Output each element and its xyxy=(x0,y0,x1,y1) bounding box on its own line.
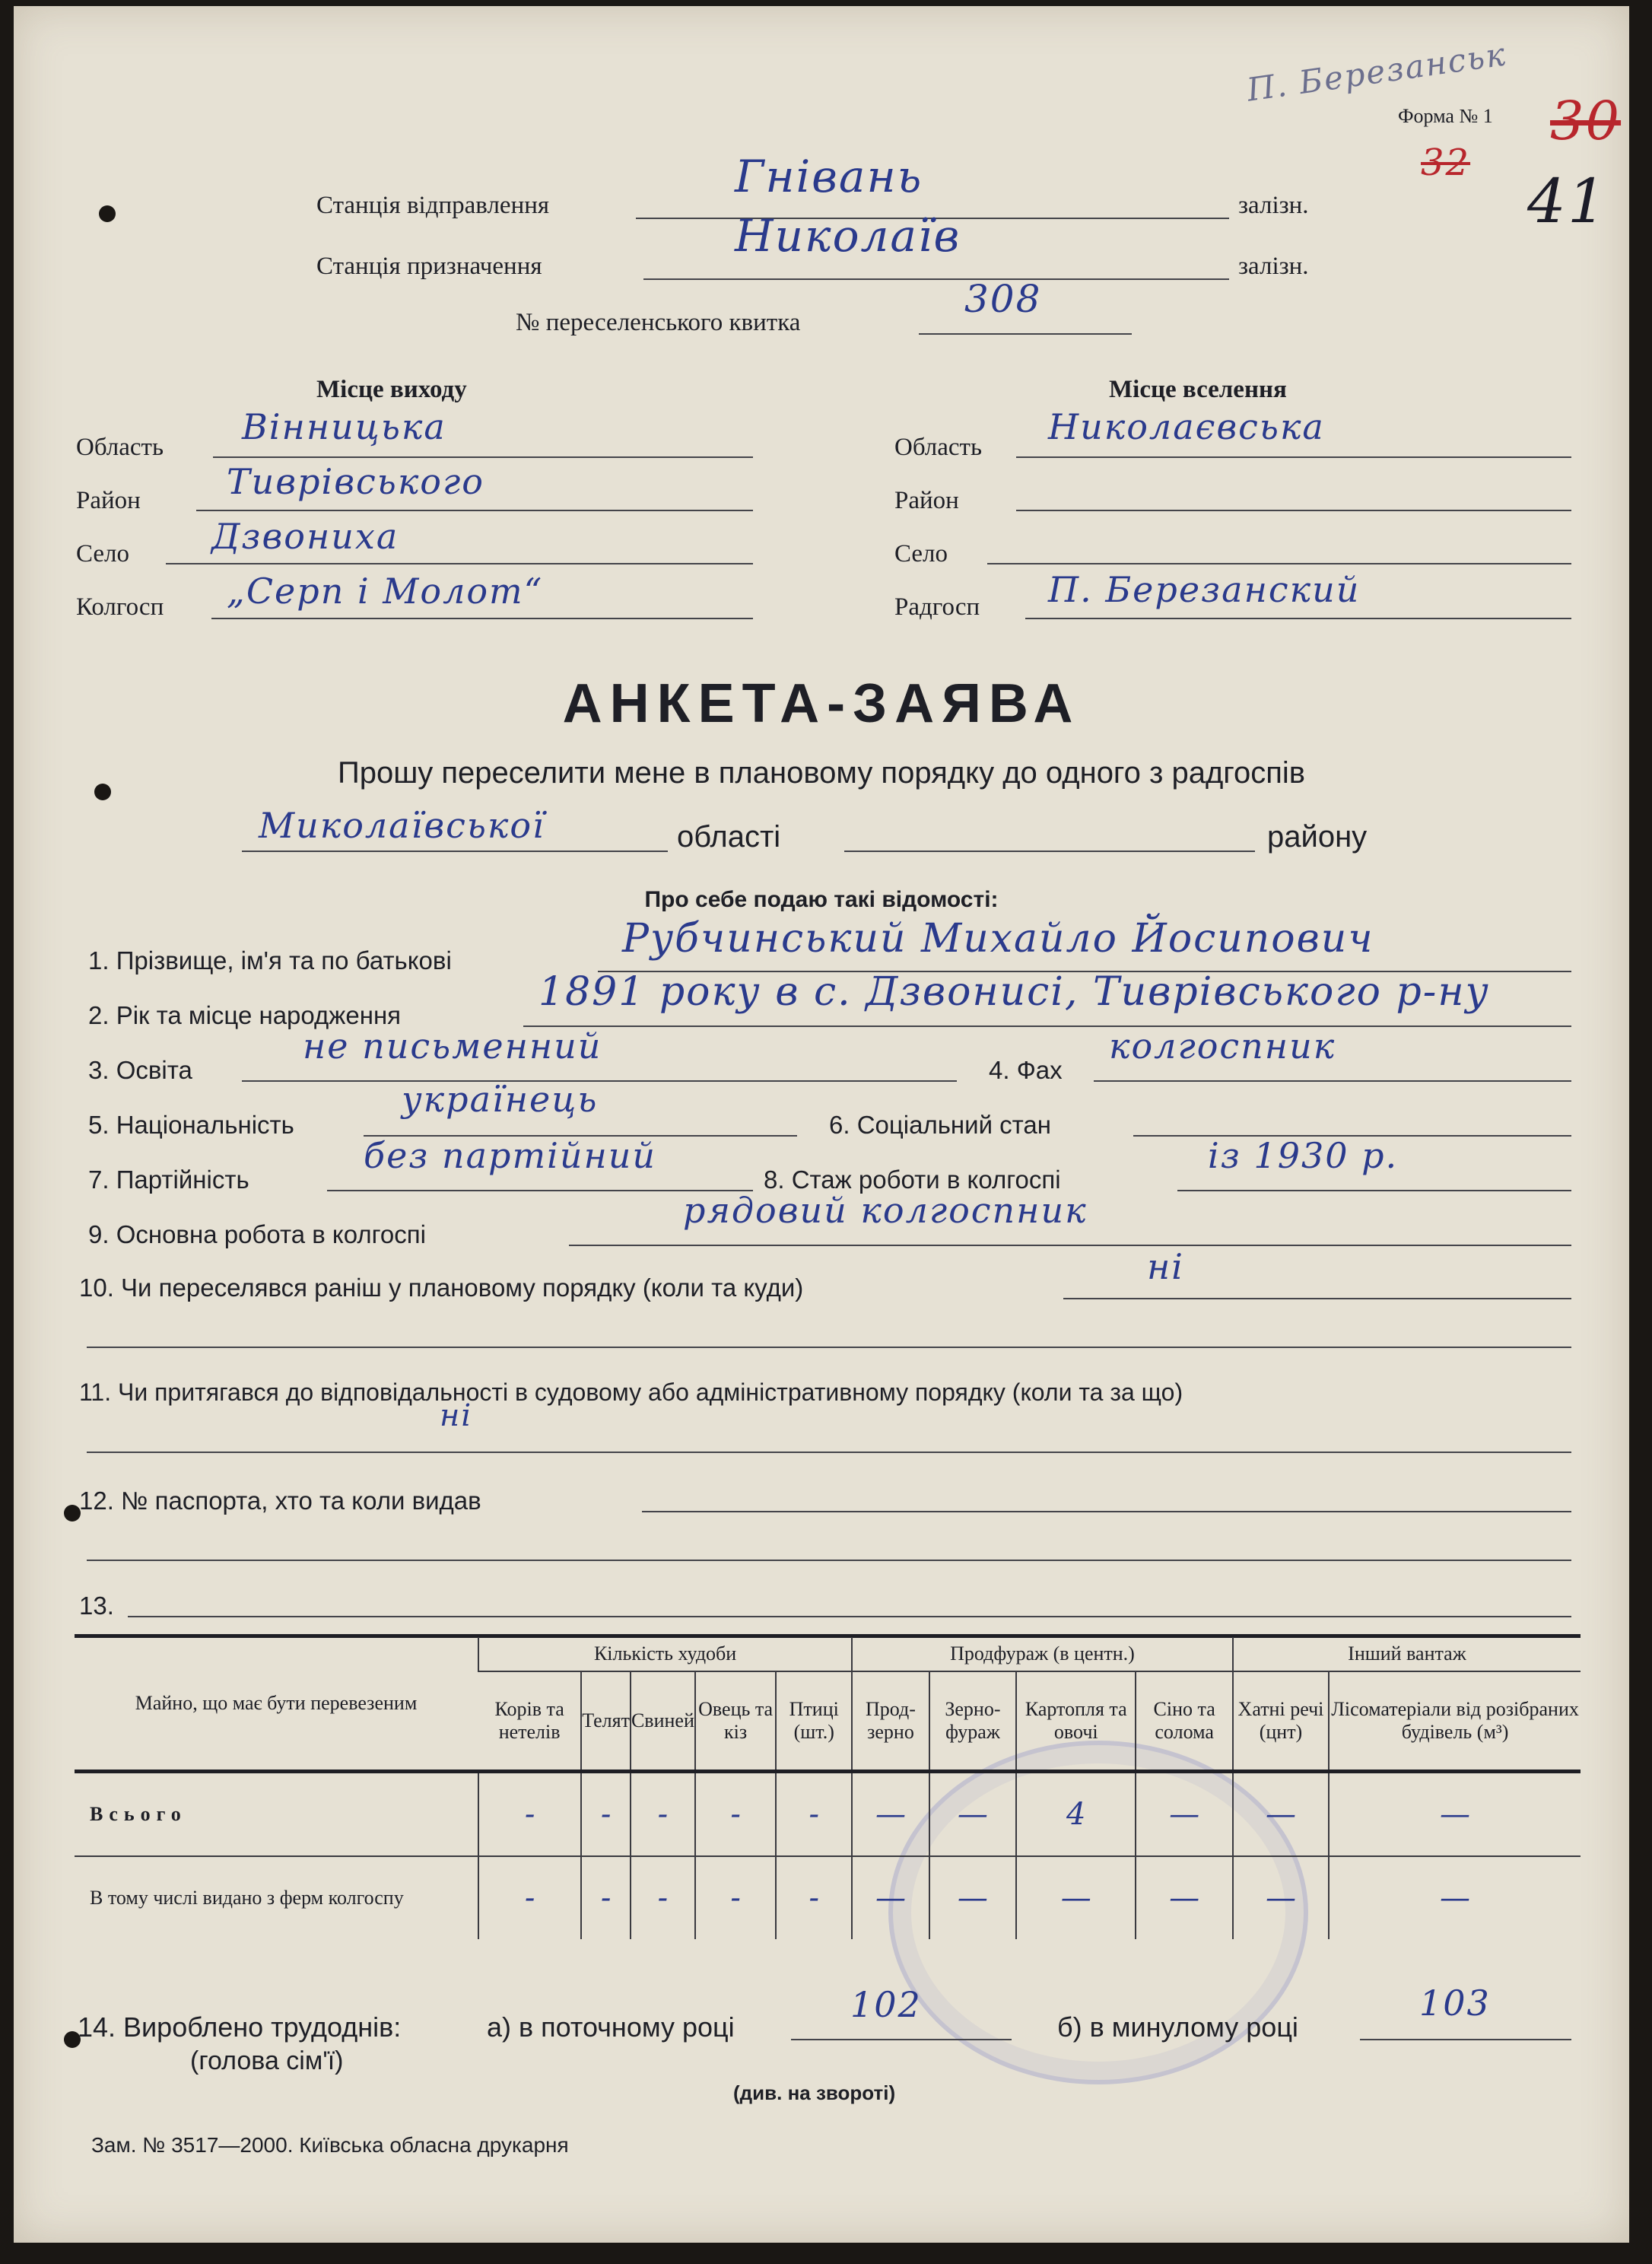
table-cell: — xyxy=(1329,1772,1581,1857)
table-column-header: Овець та кіз xyxy=(695,1671,776,1772)
dest-oblast-line xyxy=(1016,456,1571,458)
q4-line xyxy=(1094,1080,1571,1082)
workdays-previous-value: 103 xyxy=(1419,1983,1491,2024)
request-line: Прошу переселити мене в плановому порядку до одного з радгоспів xyxy=(337,756,1306,790)
ticket-value: 308 xyxy=(964,277,1042,321)
departure-suffix: залізн. xyxy=(1238,192,1309,219)
q10-line xyxy=(1063,1298,1571,1299)
q12-label: 12. № паспорта, хто та коли видав xyxy=(79,1487,481,1515)
q9-value: рядовий колгоспник xyxy=(683,1190,1088,1231)
q4-label: 4. Фах xyxy=(989,1056,1063,1084)
workdays-previous-line xyxy=(1360,2039,1571,2040)
departure-value: Гнівань xyxy=(735,151,923,202)
folio-struck-1: 30 xyxy=(1550,90,1622,152)
table-cell: — xyxy=(852,1772,929,1857)
workdays-current-line xyxy=(791,2039,1012,2040)
table-cell: — xyxy=(1233,1856,1329,1939)
dest-selo-line xyxy=(987,563,1571,564)
q1-label: 1. Прізвище, ім'я та по батькові xyxy=(88,946,452,975)
destination-suffix: залізн. xyxy=(1238,253,1309,280)
origin-farm-value: „Серп і Молот“ xyxy=(227,571,544,612)
origin-selo-line xyxy=(166,563,753,564)
table-cell: - xyxy=(695,1772,776,1857)
q7-value: без партійний xyxy=(364,1135,657,1176)
destination-heading: Місце вселення xyxy=(1109,376,1287,403)
document-sheet xyxy=(14,6,1629,2243)
departure-label: Станція відправлення xyxy=(316,192,550,219)
q1-value: Рубчинський Михайло Йосипович xyxy=(622,916,1374,962)
form-title: АНКЕТА-ЗАЯВА xyxy=(562,673,1081,734)
q3-value: не письменний xyxy=(303,1025,602,1067)
table-column-header: Корів та нетелів xyxy=(494,1698,564,1743)
table-cell: — xyxy=(929,1856,1016,1939)
table-cell: - xyxy=(478,1772,581,1857)
q8-value: із 1930 р. xyxy=(1208,1135,1399,1176)
q6-label: 6. Соціальний стан xyxy=(829,1111,1051,1139)
origin-oblast-label: Область xyxy=(76,434,164,461)
dest-oblast-label: Область xyxy=(894,434,983,461)
q8-label: 8. Стаж роботи в колгоспі xyxy=(764,1165,1061,1194)
destination-label: Станція призначення xyxy=(316,253,542,280)
q10-label: 10. Чи переселявся раніш у плановому порядку (коли та куди) xyxy=(79,1274,804,1302)
table-cell: - xyxy=(581,1856,631,1939)
property-table xyxy=(75,1637,1581,1939)
table-cell: - xyxy=(695,1856,776,1939)
q11-label: 11. Чи притягався до відповідальності в судовому або адміністративному порядку (коли та за що) xyxy=(79,1378,1183,1406)
origin-raion-label: Район xyxy=(76,487,141,514)
origin-farm-label: Колгосп xyxy=(76,593,164,621)
origin-heading: Місце виходу xyxy=(316,376,467,403)
table-column-header: Зерно-фураж xyxy=(929,1671,1016,1772)
workdays-previous-label: б) в минулому році xyxy=(1057,2011,1298,2043)
dest-raion-label: Район xyxy=(894,487,959,514)
q8-line xyxy=(1177,1190,1571,1191)
table-cell: — xyxy=(1136,1772,1232,1857)
group-fodder: Продфураж (в центн.) xyxy=(852,1637,1233,1671)
origin-selo-value: Дзвониха xyxy=(211,516,399,557)
property-header: Майно, що має бути перевезеним xyxy=(75,1637,478,1772)
origin-farm-line xyxy=(211,618,753,619)
folio-struck-2: 32 xyxy=(1421,142,1471,184)
request-oblast-value: Миколаївської xyxy=(259,805,545,846)
dest-oblast-value: Николаєвська xyxy=(1048,406,1325,447)
table-column-header: Свиней xyxy=(631,1671,695,1772)
table-column-header: Птиці (шт.) xyxy=(776,1671,852,1772)
group-other: Інший вантаж xyxy=(1233,1637,1581,1671)
table-cell: - xyxy=(631,1856,695,1939)
q9-label: 9. Основна робота в колгоспі xyxy=(88,1220,426,1248)
folio-number: 41 xyxy=(1527,166,1608,237)
turn-over-note: (див. на звороті) xyxy=(733,2081,896,2104)
table-cell: - xyxy=(581,1772,631,1857)
table-cell: - xyxy=(776,1856,852,1939)
printer-line: Зам. № 3517—2000. Київська обласна друкарня xyxy=(91,2133,569,2157)
q2-line xyxy=(523,1025,1571,1027)
q13-label: 13. xyxy=(79,1591,114,1620)
punch-hole xyxy=(64,1505,81,1522)
punch-hole xyxy=(99,205,116,222)
q10-line-2 xyxy=(87,1347,1571,1348)
origin-raion-value: Тиврівського xyxy=(227,461,484,502)
ticket-label: № переселенського квитка xyxy=(516,309,801,336)
origin-selo-label: Село xyxy=(76,540,130,568)
dest-farm-label: Радгосп xyxy=(894,593,980,621)
q7-label: 7. Партійність xyxy=(88,1165,249,1194)
destination-line xyxy=(643,278,1229,280)
origin-raion-line xyxy=(196,510,753,511)
table-column-header: Лісоматеріали від розібраних будівель (м³) xyxy=(1329,1671,1581,1772)
request-raion-label: району xyxy=(1267,820,1368,854)
q3-line xyxy=(242,1080,957,1082)
q10-value: ні xyxy=(1147,1246,1185,1287)
table-row xyxy=(75,1856,1581,1939)
origin-oblast-line xyxy=(213,456,753,458)
table-cell: — xyxy=(1016,1856,1136,1939)
workdays-label: 14. Вироблено трудоднів: xyxy=(78,2011,402,2043)
origin-oblast-value: Вінницька xyxy=(242,406,446,447)
table-cell: — xyxy=(1136,1856,1232,1939)
table-column-header: Сіно та солома xyxy=(1136,1671,1232,1772)
table-cell: - xyxy=(478,1856,581,1939)
corner-stamp-text: П. Березанськ xyxy=(1244,35,1509,109)
table-row-label: Всього xyxy=(75,1772,478,1857)
dest-farm-value: П. Березанский xyxy=(1048,569,1361,610)
request-oblast-label: області xyxy=(677,820,781,854)
table-cell: — xyxy=(852,1856,929,1939)
q12-line-2 xyxy=(87,1560,1571,1561)
workdays-current-value: 102 xyxy=(850,1984,922,2025)
workdays-sublabel: (голова сім'ї) xyxy=(190,2046,344,2075)
table-row xyxy=(75,1772,1581,1857)
table-row-label: В тому числі видано з ферм колгоспу xyxy=(75,1856,478,1939)
q9-line xyxy=(569,1245,1571,1246)
q5-value: українець xyxy=(402,1079,599,1120)
ticket-line xyxy=(919,333,1132,335)
table-cell: — xyxy=(929,1772,1016,1857)
q2-label: 2. Рік та місце народження xyxy=(88,1001,402,1029)
table-cell: — xyxy=(1233,1772,1329,1857)
q11-value: ні xyxy=(440,1398,473,1433)
table-column-header: Картопля та овочі xyxy=(1016,1671,1136,1772)
request-oblast-line xyxy=(242,851,668,852)
table-column-header: Телят xyxy=(581,1671,631,1772)
table-cell: 4 xyxy=(1016,1772,1136,1857)
form-label: Форма № 1 xyxy=(1398,105,1493,127)
q11-line xyxy=(87,1452,1571,1453)
q5-label: 5. Національність xyxy=(88,1111,294,1139)
dest-raion-line xyxy=(1016,510,1571,511)
table-column-header: Хатні речі (цнт) xyxy=(1233,1671,1329,1772)
q2-value: 1891 року в с. Дзвонисі, Тиврівського р-ну xyxy=(538,969,1490,1015)
q12-line xyxy=(642,1511,1571,1512)
table-column-header: Прод-зерно xyxy=(852,1671,929,1772)
request-raion-line xyxy=(844,851,1255,852)
q13-line xyxy=(128,1616,1571,1617)
about-heading: Про себе подаю такі відомості: xyxy=(644,887,999,912)
dest-farm-line xyxy=(1025,618,1571,619)
table-cell: — xyxy=(1329,1856,1581,1939)
q4-value: колгоспник xyxy=(1109,1025,1336,1067)
workdays-current-label: а) в поточному році xyxy=(487,2011,735,2043)
dest-selo-label: Село xyxy=(894,540,948,568)
table-cell: - xyxy=(631,1772,695,1857)
group-livestock: Кількість худоби xyxy=(478,1637,852,1671)
destination-value: Николаїв xyxy=(735,210,961,262)
table-cell: - xyxy=(776,1772,852,1857)
q3-label: 3. Освіта xyxy=(88,1056,192,1084)
